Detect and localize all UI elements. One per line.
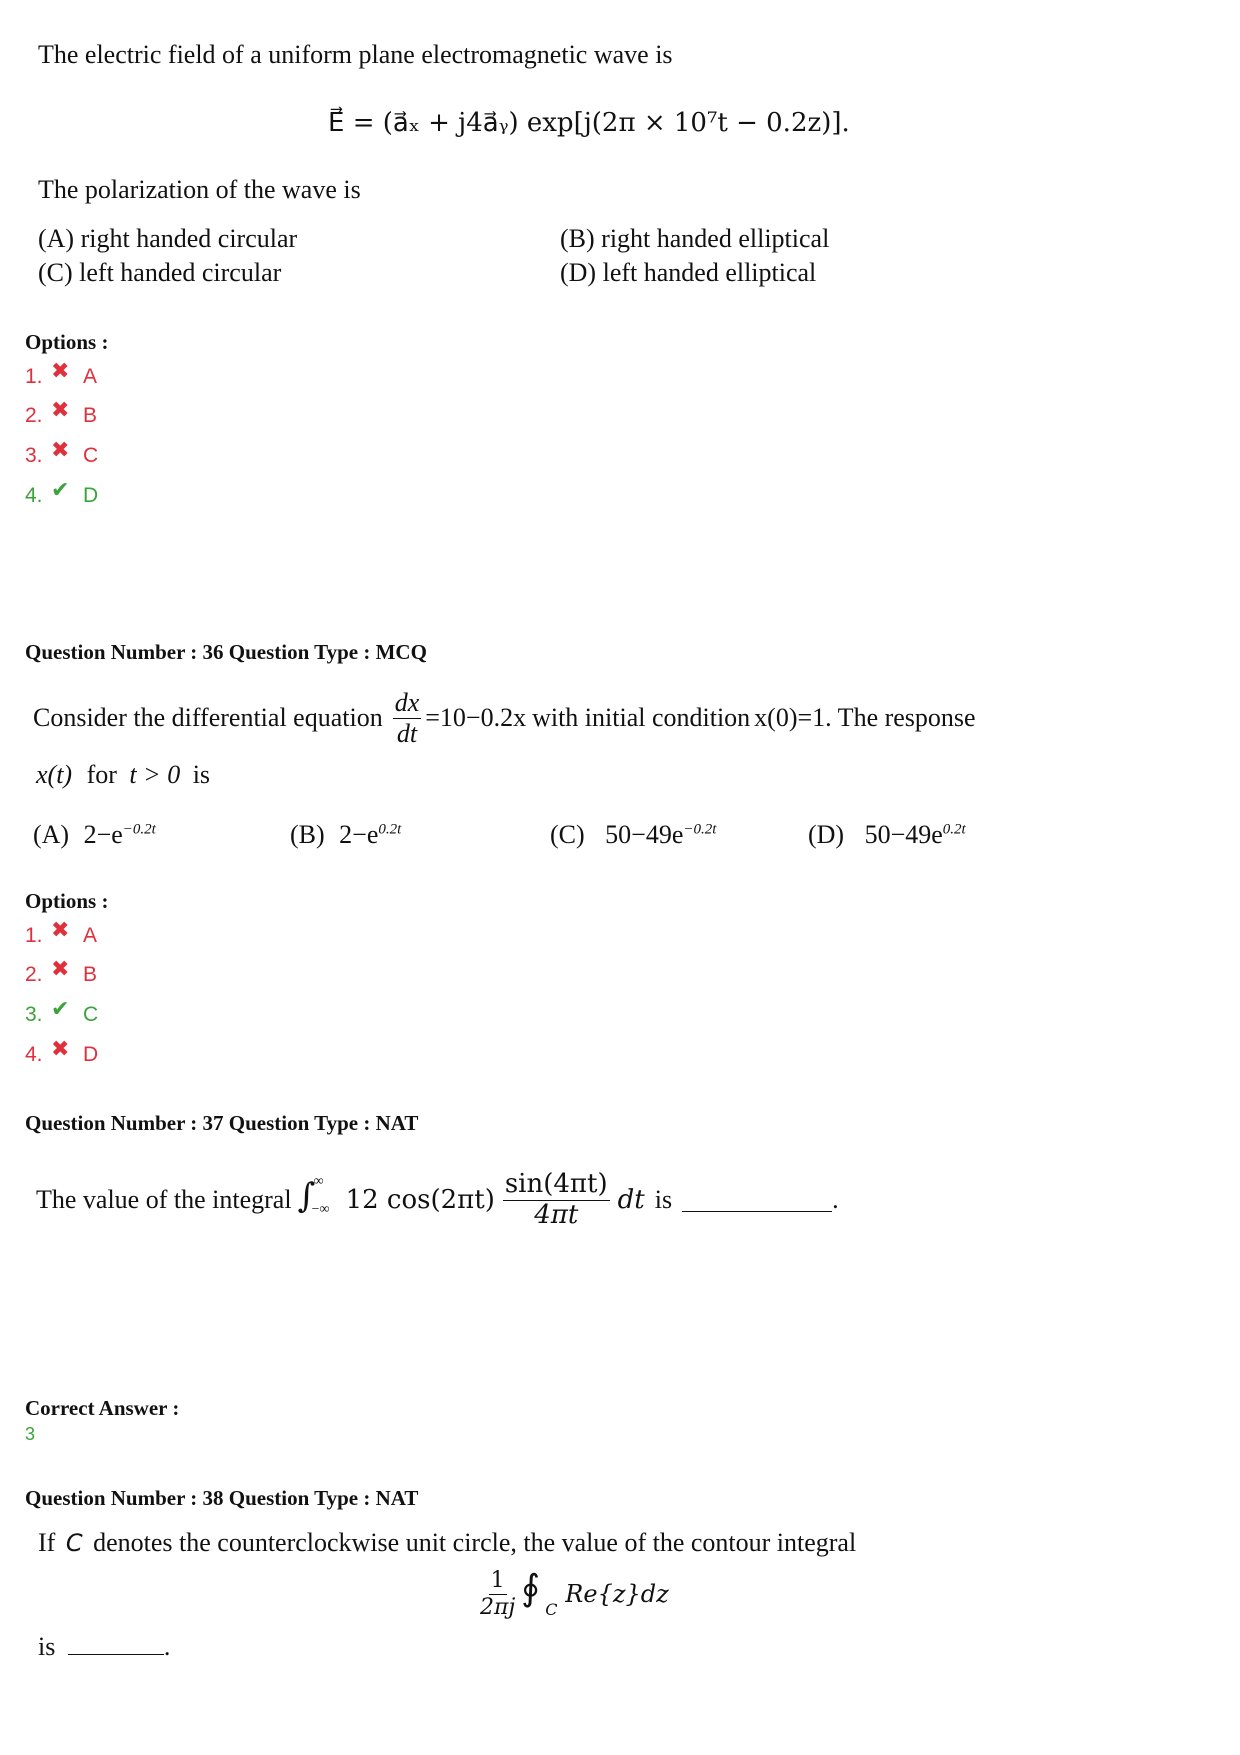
- q36-frac-den: dt: [396, 718, 418, 748]
- q38-fraction: [480, 1568, 515, 1620]
- contour-integral-glyph: ∮: [521, 1568, 541, 1609]
- q36-option-1: [25, 917, 98, 949]
- q36-stem: [33, 688, 976, 749]
- q37-fraction: [503, 1170, 610, 1231]
- q37-header: Question Number : 37 Question Type : NAT: [25, 1111, 419, 1135]
- q36-option-2: [25, 956, 98, 988]
- q36-line2-b: for: [86, 760, 117, 789]
- q36-header: Question Number : 36 Question Type : MCQ: [25, 640, 427, 664]
- integral-lower: −∞: [311, 1202, 330, 1218]
- choice-exp: −0.2t: [683, 821, 717, 838]
- q36-stem-cond: x(0)=1: [754, 703, 826, 733]
- cross-icon: ✖: [51, 956, 70, 981]
- q38-frac-den: 2πj: [480, 1594, 516, 1620]
- q38-integral: [480, 1566, 669, 1622]
- option-label: D: [83, 484, 99, 507]
- q36-stem-mid2: with initial condition: [532, 703, 751, 733]
- q35-prompt: The polarization of the wave is: [38, 175, 361, 204]
- q38-tail: [38, 1632, 170, 1662]
- q37-stem-pre: The value of the integral: [36, 1185, 292, 1215]
- option-number: 2.: [25, 404, 43, 427]
- q38-integrand: Re{z}dz: [565, 1580, 669, 1608]
- contour-sub: C: [545, 1600, 558, 1619]
- q37-correct-value: 3: [25, 1424, 36, 1444]
- q36-options-label: Options :: [25, 889, 109, 913]
- choice-base: 2−e: [83, 820, 123, 849]
- cross-icon: ✖: [51, 358, 70, 383]
- option-number: 4.: [25, 484, 43, 507]
- q37-frac-num: sin(4πt): [504, 1169, 608, 1199]
- q36-line2-c: t > 0: [129, 760, 181, 789]
- q35-choice-d: (D) left handed elliptical: [560, 258, 817, 287]
- q36-line2: [36, 760, 210, 790]
- option-label: B: [83, 404, 98, 427]
- choice-label: (A): [33, 820, 70, 849]
- q36-stem-pre: Consider the differential equation: [33, 703, 383, 733]
- choice-exp: 0.2t: [942, 821, 966, 838]
- q35-choice-c: (C) left handed circular: [38, 258, 282, 287]
- q35-choice-b: (B) right handed elliptical: [560, 224, 830, 253]
- choice-base: 50−49e: [864, 820, 943, 849]
- integral-upper: ∞: [313, 1174, 324, 1190]
- q35-option-4: [25, 477, 99, 509]
- q38-stem-b: denotes the counterclockwise unit circle, the value of the contour integral: [93, 1528, 857, 1557]
- option-number: 3.: [25, 444, 43, 467]
- option-label: A: [83, 365, 98, 388]
- q37-dt: dt: [617, 1185, 645, 1216]
- option-number: 2.: [25, 963, 43, 986]
- q37-period: .: [832, 1185, 839, 1215]
- option-label: D: [83, 1043, 99, 1066]
- q36-stem-post: . The response: [825, 703, 976, 733]
- choice-label: (D): [808, 820, 845, 849]
- q35-equation: E⃗ = (a⃗ₓ + j4a⃗ᵧ) exp[j(2π × 10⁷t − 0.2z)].: [328, 108, 850, 138]
- q36-stem-mid: =10−0.2x: [425, 703, 527, 733]
- q37-stem-post: is: [654, 1185, 673, 1215]
- q36-option-4: [25, 1036, 99, 1068]
- q35-option-2: [25, 397, 98, 429]
- option-label: C: [83, 444, 99, 467]
- choice-base: 50−49e: [605, 820, 684, 849]
- q36-derivative: [393, 688, 422, 749]
- choice-label: (B): [290, 820, 325, 849]
- integral-sign: [297, 1174, 342, 1222]
- q38-tail-text: is: [38, 1632, 56, 1661]
- check-icon: ✔: [51, 996, 70, 1021]
- q36-choice-b: [290, 820, 401, 850]
- option-number: 4.: [25, 1043, 43, 1066]
- cross-icon: ✖: [51, 1036, 70, 1061]
- q36-option-3: [25, 996, 99, 1028]
- choice-exp: −0.2t: [122, 821, 156, 838]
- q35-choice-a: (A) right handed circular: [38, 224, 298, 253]
- q36-choice-a: [33, 820, 156, 850]
- cross-icon: ✖: [51, 397, 70, 422]
- q35-stem: The electric field of a uniform plane electromagnetic wave is: [38, 40, 673, 69]
- cross-icon: ✖: [51, 437, 70, 462]
- option-number: 3.: [25, 1003, 43, 1026]
- q36-choice-c: [550, 820, 716, 850]
- q36-line2-d: is: [192, 760, 211, 789]
- choice-exp: 0.2t: [378, 821, 402, 838]
- q37-integrand: 12 cos(2πt): [345, 1185, 495, 1216]
- option-number: 1.: [25, 365, 43, 388]
- q38-stem: [38, 1528, 856, 1558]
- q38-header: Question Number : 38 Question Type : NAT: [25, 1486, 419, 1510]
- q36-choice-d: [808, 820, 966, 850]
- answer-blank: [68, 1634, 164, 1655]
- option-number: 1.: [25, 924, 43, 947]
- cross-icon: ✖: [51, 917, 70, 942]
- option-label: B: [83, 963, 98, 986]
- q36-frac-num: dx: [394, 688, 420, 717]
- q38-stem-a: If: [38, 1528, 56, 1557]
- option-label: C: [83, 1003, 99, 1026]
- choice-label: (C): [550, 820, 585, 849]
- q35-option-3: [25, 437, 99, 469]
- check-icon: ✔: [51, 477, 70, 502]
- q38-period: .: [163, 1632, 171, 1661]
- q37-frac-den: 4πt: [534, 1199, 579, 1230]
- q38-frac-num: 1: [490, 1568, 505, 1594]
- contour-integral-sign: [519, 1566, 559, 1622]
- answer-blank: [682, 1189, 832, 1212]
- q35-options-label: Options :: [25, 330, 109, 354]
- q36-line2-a: x(t): [36, 760, 73, 789]
- q37-correct-label: Correct Answer :: [25, 1396, 180, 1420]
- option-label: A: [83, 924, 98, 947]
- q38-stem-c: C: [65, 1529, 83, 1557]
- choice-base: 2−e: [339, 820, 379, 849]
- integral-glyph: ∫: [297, 1176, 316, 1217]
- q37-stem: [36, 1170, 839, 1231]
- q35-option-1: [25, 358, 98, 390]
